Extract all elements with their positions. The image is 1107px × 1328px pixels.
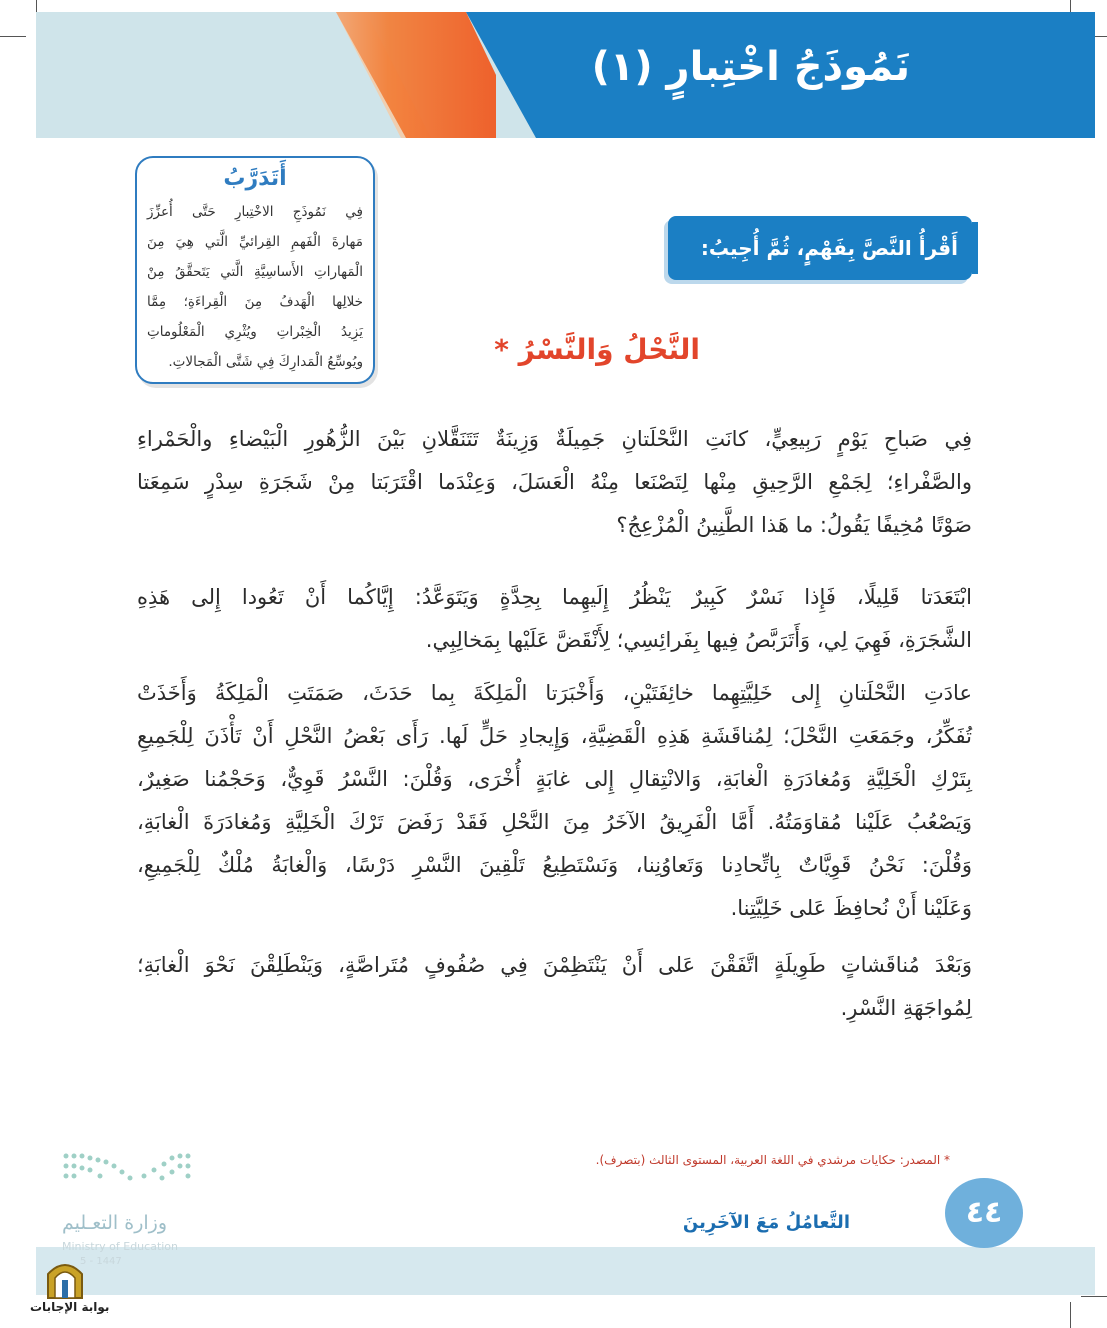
crop-mark [0,36,26,37]
text-line: وَبَعْدَ مُناقَشاتٍ طَوِيلَةٍ اتَّفَقْنَ عَلى أَنْ يَنْتَظِمْنَ فِي صُفُوفٍ مُتَراصَّةٍ، وَيَنْطَلِقْنَ نَحْوَ الْغابَةِ؛ [137,953,972,977]
page-number-badge: ٤٤ [945,1178,1023,1248]
story-paragraph [137,418,972,547]
story-paragraph [137,576,972,662]
practice-line: ويُوسِّعُ الْمَدارِكَ فِي شَتَّى الْمَجالاتِ. [168,354,363,370]
crop-mark [1081,1296,1107,1297]
ministry-logo-icon [60,1150,200,1200]
page-header [36,12,1095,138]
text-line: صَوْتًا مُخِيفًا يَقُولُ: ما هَذا الطَّنِينُ الْمُزْعِجُ؟ [616,513,972,537]
ministry-name-en: Ministry of Education [62,1240,179,1253]
page-title: نَمُوذَجُ اخْتِبارٍ (١) [591,44,910,90]
text-line: الشَّجَرَةِ، فَهِيَ لِي، وَأَتَرَبَّصُ فِيها بِفَرائِسِي؛ لِأَنْقَضَّ عَلَيْها بِمَخالِبِي. [425,628,972,652]
source-footnote: * المصدر: حكايات مرشدي في اللغة العربية، المستوى الثالث (بتصرف). [595,1153,950,1167]
text-line: وَعَلَيْنا أَنْ نُحافِظَ عَلى خَلِيَّتِنا. [730,896,972,920]
text-line: تُفَكِّرُ، وجَمَعَتِ النَّحْلَ؛ لِمُناقَشَةِ هَذِهِ الْقَضِيَّةِ، وَإِيجادِ حَلٍّ لَها. رَأَى بَعْضُ النَّحْلِ أَنْ تَأْذَنَ لِلْجَمِيعِ [137,724,972,748]
practice-line: خلالِها الْهَدفُ مِنَ الْقِراءَةِ؛ مِمَّا [147,294,363,310]
practice-line: مَهارةَ الْفَهمِ القِرائيِّ الَّتي هِيَ مِنَ [147,234,363,250]
portal-name: بوابة الإجابات [30,1300,110,1314]
text-line: وَقُلْنَ: نَحْنُ قَوِيَّاتٌ بِاتِّحادِنا وَتَعاوُنِنا، وَنَسْتَطِيعُ تَلْقِينَ النَّسْرِ دَرْسًا، وَالْغابَةُ مُلْكٌ لِلْجَمِيعِ، [137,853,972,877]
instruction-banner: أَقْرأُ النَّصَّ بِفَهْمٍ، ثُمَّ أُجِيبُ: [668,216,972,280]
text-line: ابْتَعَدَتا قَلِيلًا، فَإِذا نَسْرٌ كَبِيرٌ يَنْظُرُ إِلَيهِما بِحِدَّةٍ وَيَتَوَعَّدُ: إِيَّاكُما أَنْ تَعُودا إِلى هَذِهِ [137,585,972,609]
unit-name: التَّعامُلُ مَعَ الآخَرِينَ [682,1212,850,1233]
ministry-year: 5 - 1447 [80,1256,122,1267]
story-paragraph [137,944,972,1030]
story-title: النَّحْلُ وَالنَّسْرُ * [494,333,700,366]
footer-band [36,1247,1095,1295]
text-line: عادَتِ النَّحْلَتانِ إِلى خَلِيَّتِهِما خائِفَتَيْنِ، وَأَخْبَرَتا الْمَلِكَةَ بِما حَدَثَ، صَمَتَتِ الْمَلِكَةُ وَأَخَذَتْ [137,681,972,705]
text-line: بِتَرْكِ الْخَلِيَّةِ وَمُغادَرَةِ الْغابَةِ، وَالانْتِقالِ إِلى غابَةٍ أُخْرَى، وَقُلْنَ: النَّسْرُ قَوِيٌّ، وَحَجْمُنا صَغِيرٌ، [137,767,972,791]
text-line: والصَّفْراءِ؛ لِجَمْعِ الرَّحِيقِ مِنْها لِتَصْنَعا مِنْهُ الْعَسَلَ، وَعِنْدَما اقْتَرَبَتا مِنْ شَجَرَةِ سِدْرٍ سَمِعَتا [137,470,972,494]
story-paragraph [137,672,972,930]
practice-title: أَتَدَرَّبُ [223,166,287,191]
text-line: لِمُواجَهَةِ النَّسْرِ. [840,996,972,1020]
practice-line: الْمَهاراتِ الأَساسِيَّةِ الَّتي يَتَحقَّقُ مِنْ [147,264,363,280]
portal-logo-icon [44,1254,86,1300]
practice-line: فِي نَمُوذَجِ الاخْتِبارِ حَتَّى أُعزِّزَ [147,204,363,220]
text-line: وَيَصْعُبُ عَلَيْنا مُقاوَمَتُهُ. أَمَّا الْفَرِيقُ الآخَرُ مِنَ النَّحْلِ فَقَدْ رَفَضَ تَرْكَ الْخَلِيَّةِ وَمُغادَرَةَ الْغابَةِ، [137,810,972,834]
practice-box [135,156,375,384]
header-stripe [316,12,496,138]
ministry-name-ar: وزارة التعـليم [62,1212,168,1234]
text-line: فِي صَباحِ يَوْمٍ رَبِيعِيٍّ، كانَتِ النَّحْلَتانِ جَمِيلَةٌ وَزِينَةٌ تَتَنَقَّلانِ بَيْنَ الزُّهُورِ الْبَيْضاءِ والْحَمْراءِ [137,427,972,451]
crop-mark [1070,1302,1071,1328]
practice-line: يَزِيدُ الْخِبْراتِ ويُثْرِي الْمَعْلُوماتِ [147,324,363,340]
